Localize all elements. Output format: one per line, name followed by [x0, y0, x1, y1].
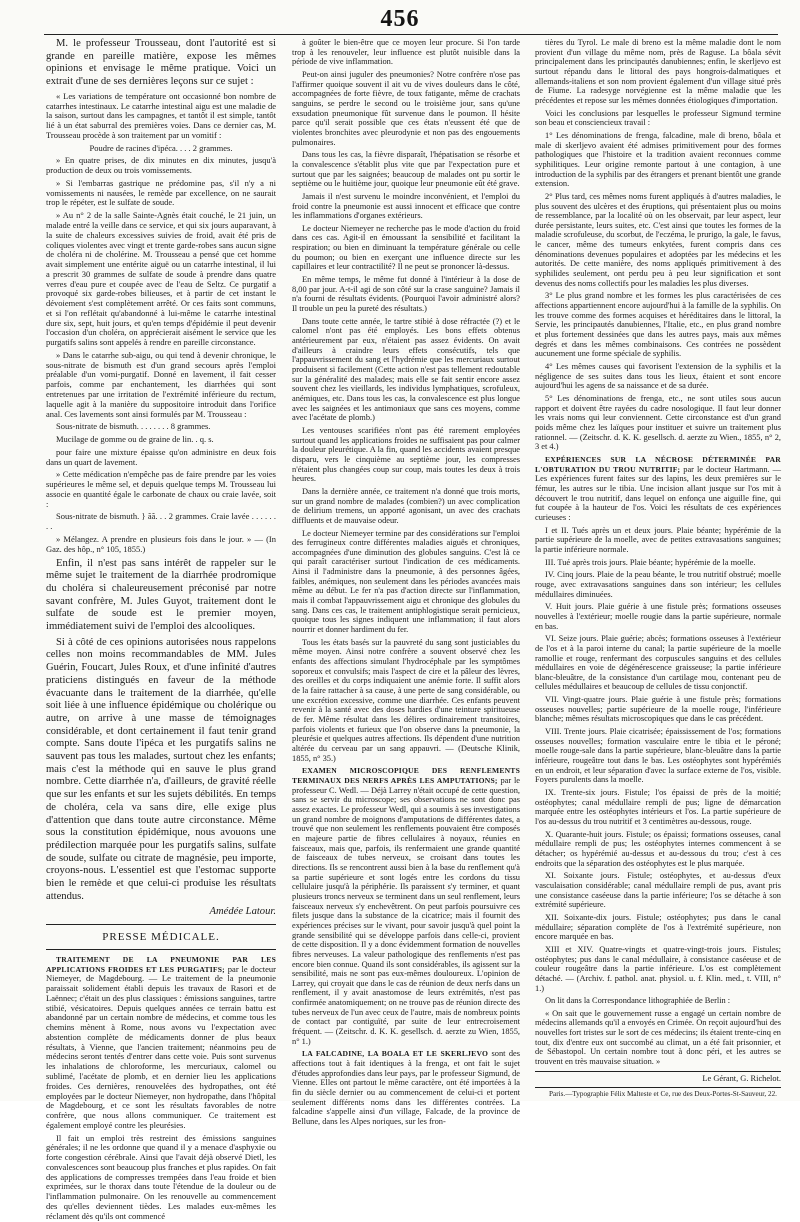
paragraph: » En quatre prises, de dix minutes en dix minutes, jusqu'à production de deux ou trois vomissements. — [46, 155, 276, 176]
paragraph: » Dans le catarrhe sub-aigu, ou qui tend à devenir chronique, le sous-nitrate de bismuth est d'un grand secours après l'emploi préalable d'un vomi-purgatif. Donné en lavement, il fait cesser parfois, comme par enchantement, les diarrhées qui sont entretenues par une irritation de l'extrémité inférieure du rectum, laquelle agit à la manière du suppositoire introduit dans l'orifice anal. Ces lavements sont ainsi formulés par M. Trousseau : — [46, 349, 276, 419]
page-number: 456 — [380, 6, 420, 32]
paragraph: Le docteur Niemeyer termine par des considérations sur l'emploi des ferrugineux contre différentes maladies aiguës et chroniques, accompagnées d'une diminution des globules sanguins. C'est là ce qui paraît caractériser surtout l'indication de ces médicaments. Ainsi il l'administre dans la pneumonie, à des personnes âgées, faibles, anémiques, non seulement dans les périodes avancées mais même au début. Le fer n'a pas d'action directe sur l'inflammation, mais il combat l'appauvrissement aigu et chronique des globules du sang. Dans ces cas, le traitement antiphlogistique serait pernicieux, quoique tous les signes indiquent une inflammation; il faut alors nourrir et donner hardiment du fer. — [292, 528, 520, 635]
paragraph: Le docteur Niemeyer ne recherche pas le mode d'action du froid dans ces cas. Agit-il en émoussant la sensibilité et facilitant la respiration; ou bien en diminuant la température générale ou celle du poumon; ou bien en exerçant une influence directe sur les capillaires et leur contractilité? Il ne peut se prononcer là-dessus. — [292, 223, 520, 272]
prescription: Sous-nitrate de bismuth. . . . . . . . 8 grammes. — [56, 421, 211, 432]
printer-imprint: Paris.—Typographie Félix Malteste et Ce, rue des Deux-Portes-St-Sauveur, 22. — [549, 1090, 777, 1099]
paragraph: X. Quarante-huit jours. Fistule; os épaissi; formations osseuses, canal médullaire rempli de pus; les ostéophytes internes commencent à se détacher; os hypérémié au-dessus et au-dessous du trou; c'est à ces endroits que la séparation des ostéophytes est le plus marquée. — [535, 829, 781, 868]
paragraph: » Cette médication n'empêche pas de faire prendre par les voies supérieures le même sel, et depuis quelque temps M. Trousseau lui associe en quantité égale le carbonate de chaux ou craie lavée, soit : — [46, 469, 276, 509]
paragraph: » Mélangez. A prendre en plusieurs fois dans le jour. » — (In Gaz. des hôp., n° 105, 1855.) — [46, 533, 276, 554]
paragraph: « On sait que le gouvernement russe a engagé un certain nombre de médecins allemands qu'il a envoyés en Crimée. On reçoit aujourd'hui des nouvelles fort tristes sur le sort de ces médecins; ils étaient trente-cinq en tout, dix d'entre eux ont succombé au climat, un a été fait prisonnier, et de Sébastopol. Un certain nombre tout à donc péri, et les autres se trouvent en très mauvaise situation. » — [535, 1008, 781, 1067]
divider — [46, 949, 276, 950]
paragraph: 1° Les dénominations de frenga, falcadine, male di breno, bôala et male di skerljevo avaient été admises primitivement pour des formes pathologiques que l'histoire et la tradition avaient reconnues comme syphilitiques. Leur origine remonte partout à une contagion, à une introduction de la syphilis par des étrangers et prenant bientôt une grande extension. — [535, 130, 781, 189]
paragraph: III. Tué après trois jours. Plaie béante; hypérémie de la moelle. — [545, 557, 756, 567]
article — [535, 455, 781, 523]
paragraph: Les ventouses scarifiées n'ont pas été rarement employées surtout quand les applications froides ne suffisaient pas pour calmer la douleur pleurétique. A la fin, quand les accidents avaient presque disparu, vers le cinquième au septième jour, les compresses n'étaient plus changées coup sur coup, mais toutes les deux à trois heures. — [292, 425, 520, 484]
paragraph: « Les variations de température ont occasionné bon nombre de catarrhes intestinaux. Le catarrhe intestinal aigu est une maladie de la saison, surtout dans les campagnes, et tantôt il est simple, tantôt lié à un état saburral des premières voies. Dans ce dernier cas, M. Trousseau procède à son traitement par un vomitif : — [46, 90, 276, 140]
paragraph: 4° Les mêmes causes qui favorisent l'extension de la syphilis et la négligence de ses suites dans tous les lieux, étaient et sont encore aujourd'hui les agens de sa naissance et de sa durée. — [535, 362, 781, 391]
author-signature: Amédée Latour. — [209, 906, 276, 918]
divider — [535, 1071, 781, 1072]
header-rule — [44, 34, 778, 35]
paragraph: 5° Les dénominations de frenga, etc., ne sont utiles sous aucun rapport et doivent être rayées du cadre nosologique. Il faut leur donner les vrais noms qui leur conviennent. Cette circonstance est d'un grand poids même chez les laïques pour instituer et suivre un traitement plus rationnel. — (Zeitschr. d. K. K. gesellsch. d. aerzte zu Wien., 1855, n° 2, 3 et 4.) — [535, 393, 781, 452]
prescription: Poudre de racines d'ipéca. . . . 2 grammes. — [89, 142, 233, 153]
paragraph: XII. Soixante-dix jours. Fistule; ostéophytes; pus dans le canal médullaire; séparation complète de l'os à l'extrémité supérieure, non encore marquée en bas. — [535, 912, 781, 942]
paragraph: Si à côté de ces opinions autorisées nous rappelons celles non moins recommandables de MM. Jules Guérin, Foucart, Jules Roux, et d'une infinité d'autres praticiens distingués en faveur de la méthode évacuante dans le traitement de la diarrhée, qu'elle soit liée à une influence épidémique ou cholérique ou autre, on arrive à une masse de témoignages considérable, et dont certainement il faut tenir grand compte. Sans doute l'ipéca et les purgatifs salins ne sauvent pas tous les malades, surtout chez les enfants; mais c'est la méthode qui en sauve le plus grand nombre. Cette diarrhée n'a, d'ailleurs, de gravité réelle que sur les enfants et sur les sujets débilités. En temps de choléra, cela va sans dire, elle exige plus d'attention que dans toute autre circonstance. Même sous la constitution épidémique, nous avouons une prédilection marquée pour les purgatifs salins, sulfate de soude, sulfate ou citrate de magnésie, peu importe, croyons-nous. L'essentiel est que l'estomac supporte bien le remède et que celui-ci produise les résultats attendus. — [46, 636, 276, 902]
paragraph: Tous les états basés sur la pauvreté du sang sont justiciables du même moyen. Ainsi notre confrère a souvent observé chez les enfants des affections simulant l'hydrocéphale par les symptômes soporeux et convulsifs; mais l'aspect de cire et la pâleur des lèvres, des oreilles et du corps indiquaient une anémie forte. Il suffit alors de la faire rattacher à sa cause, à une perte de sang considérable, ou une excrétion excessive, comme une diarrhée. Ces enfants peuvent revenir à la santé avec des doses hardies d'une teinture spiritueuse de fer. Même résultat dans les délires ordinairement transitoires, parfois violents et furieux que l'on observe dans la pneumonie, la pleurésie et quelques autres affections. Ils dépendent d'une nutrition altérée du cerveau par un sang appauvri. — (Deutsche Klinik, 1855, n° 35.) — [292, 637, 520, 763]
paragraph: Voici les conclusions par lesquelles le professeur Sigmund termine son beau et consciencieux travail : — [535, 108, 781, 128]
article — [292, 1049, 520, 1126]
paragraph: IV. Cinq jours. Plaie de la peau béante, le trou nutritif obstrué; moelle rouge, avec extravasations sanguines dans son intérieur; les cellules médullaires diminuées. — [535, 570, 781, 599]
paragraph: VII. Vingt-quatre jours. Plaie guérie à une fistule près; formations osseuses nouvelles; partie supérieure de la moelle rouge, l'inférieure blanche; mêmes résultats microscopiques que dans le cas précédent. — [535, 695, 781, 724]
prescription: Sous-nitrate de bismuth. } ãã. . . 2 grammes. Craie lavée . . . . . . . . — [46, 511, 276, 532]
column-2 — [292, 38, 521, 1127]
paragraph: M. le professeur Trousseau, dont l'autorité est si grande en pareille matière, expose les mêmes opinions et envisage le même pratique. Voici un extrait d'une de ses dernières leçons sur ce sujet : — [46, 38, 276, 88]
paragraph: Peut-on ainsi juguler des pneumonies? Notre confrère n'ose pas l'affirmer quoique souvent il ait vu de vives douleurs dans le côté, accompagnées de forte fièvre, de toux fatigante, même de crachats sanguins, se perdre le second ou le troisième jour, sans qu'une exsudation pneumonique fût survenue dans le poumon. Il hésite parce qu'il serait possible que ces états n'eussent été que de violentes bronchites avec pleurodynie et non pas des engouements pulmonaires. — [292, 69, 520, 147]
paragraph: pour faire une mixture épaisse qu'on administre en deux fois dans un quart de lavement. — [46, 446, 276, 467]
paragraph: à goûter le bien-être que ce moyen leur procure. Si l'on tarde trop à les renouveler, leur influence est plutôt nuisible dans la période de vive inflammation. — [292, 38, 520, 67]
paragraph: 3° Le plus grand nombre et les formes les plus caractérisées de ces affections appartiennent encore aujourd'hui à la famille de la syphilis. On les trouve comme des formes acquises et héréditaires dans le littoral, la Servie, les principautés danubiennes, l'Italie, etc., en plus grand nombre et plus fortement dessinées que dans les autres pays, mais aux mêmes degrés et dans les mêmes combinaisons. Ces contrées ne possèdent aucunement une forme spéciale de syphilis. — [535, 291, 781, 359]
article-body: par le docteur Niemeyer, de Magdebourg. — Le traitement de la pneumonie paraissait solidement établi depuis les travaux de Rasori et de Laënnec; c'était un des plus classiques : émissions sanguines, tartre stibié, vésicatoires. Depuis quelques années ce terrain battu est abandonné par un certain nombre de médecins, et comme tous les chemins mènent à Rome, nous avons vu l'expectation avec abstention complète de médicaments donner de plus beaux résultats, à Vienne, que l'ancien traitement; néanmoins peu de médecins seront tentés d'entrer dans cette voie. Puis sont survenus les inhalations de chloroforme, les mercuriaux, calomel ou sublimé, l'acétate de plomb, et en dernier lieu les applications froides. Ces dernières, renouvelées des hydropathes, ont été employées par le docteur Niemeyer, non hydropathe, dans l'hôpital de Magdebourg, et ce sont les résultats favorables de notre confrère, que nous allons communiquer. Ce traitement est également employé contre les pleurésies. — [46, 963, 276, 1130]
paragraph: Jamais il n'est survenu le moindre inconvénient, et l'emploi du froid contre la pneumonie est aussi innocent et efficace que contre les inflammations d'organes extérieurs. — [292, 191, 520, 221]
article-body: par le professeur C. Wedl. — Déjà Larrey n'était occupé de cette question, sans se servir du microscope; ses observations ne sont donc pas assez exactes. Le professeur Wedl, qui a soumis à ses investigations un grand nombre de moignons d'amputations de différentes dates, a trouvé que non seulement les renflements pouvaient être composés en majeure partie de fibres cellulaires à noyaux, réunies en faisceaux, mais que, parfois, ils renfermaient une grande quantité de faisceaux de tubes nerveux, se croisant dans toutes les directions. Ils se rencontrent aussi bien à la base du renflement qu'à sa partie supérieure et sont logés entre les cordons du tissu cellulaire jusqu'à la périphérie. Ils paraissent s'y terminer, et quant plusieurs troncs nerveux se terminent dans un seul renflement, leurs faisceaux nerveux s'y enchevêtrent. On peut parfois poursuivre ces filets jusque dans la substance de la cicatrice; mais il fournit des expériences précises sur le vivant, pour savoir jusqu'à quel point la grande sensibilité qui se développe parfois dans celle-ci, provient de cette disposition. Il y a donc évidemment formation de nouvelles fibres nerveuses. La valeur pathologique des renflements n'est pas encore bien connue. Quand ils sont considérables, ils agissent sur la sensibilité, mais ne sont pas eux-mêmes douloureux. L'opinion de Larrey, qui croyait que dans le cas de réunion de deux nerfs dans un renflement, il y avait anastomose de leurs extrémités, n'est pas confirmée anatomiquement; on ne trouve pas de réunion directe des tubes nerveux de l'un avec ceux de l'autre, mais de nombreux points de contact par contiguïté, par suite de leur entrecroisement fréquent. — (Zeitschr. d. K. K. gesellsch. d. aerzte zu Wien, 1855, n° 1.) — [292, 775, 521, 1046]
article-heading: LA FALCADINE, LA BOALA ET LE SKERLJEVO — [302, 1049, 489, 1059]
paragraph: Dans tous les cas, la fièvre disparaît, l'hépatisation se résorbe et la convalescence s'établit plus vite que par l'expectation pure et surtout que par les saignées; beaucoup de malades ont pu sortir le septième ou le huitième jour, quoique leur pneumonie eût été grave. — [292, 150, 520, 189]
column-3 — [535, 38, 782, 1099]
column-1 — [46, 38, 276, 1221]
paragraph: Dans la dernière année, ce traitement n'a donné que trois morts, sur un grand nombre de malades (combien?) un avec complication de delirium tremens, un apporté agonisant, un avec des crachats diffluents et de mauvaise odeur. — [292, 486, 520, 525]
paragraph: Il fait un emploi très restreint des émissions sanguines générales; il ne les ordonne que quand il y a menace d'asphyxie ou forte congestion cérébrale. Ainsi que l'avait déjà observé Dietl, les convalescences sont beaucoup plus franches et plus rapides. On fait des applications de compresses trempées dans l'eau froide et bien exprimées, sur le thorax dans toute l'étendue de la douleur ou de l'inflammation pulmonaire. On les renouvelle au commencement des qu'elles deviennent tièdes. Les malades eux-mêmes les réclament dès qu'ils ont commencé — [46, 1132, 276, 1221]
divider — [535, 1087, 781, 1088]
paragraph: » Si l'embarras gastrique ne prédomine pas, s'il n'y a ni vomissements ni nausées, le remède par excellence, on ne saurait trop le répéter, est le sulfate de soude. — [46, 177, 276, 208]
paragraph: VIII. Trente jours. Plaie cicatrisée; épaississement de l'os; formations osseuses nouvelles; formation vasculaire entre le tibia et le péroné; moelle rouge-sale dans la partie supérieure, blanc-bleuâtre dans la partie inférieure, rougeâtre tout dans le bas. Les ostéophytes sont hypérémiés en un endroit, et leur séparation d'avec la surface externe de l'os, visible. Foyers purulents dans la moelle. — [535, 727, 781, 785]
paragraph: Dans toute cette année, le tartre stibié à dose réfractée (?) et le calomel n'ont pas été employés. Les bons effets obtenus antérieurement par eux, n'étaient pas assez évidents. On avait d'ailleurs à craindre leurs effets consécutifs, tels que l'appauvrissement du sang et l'hydrémie que les mercuriaux surtout produisent si facilement (Cette action n'est pas tellement redoutable sur la généralité des malades; mais elle se fait sentir encore assez souvent chez les vieillards, les individus lymphatiques, scrofuleux, anémiques, etc. Dans tous les cas, la convalescence est plus longue avec les saignées et les antimoniaux que sans ces moyens, comme avec l'acétate de plomb.) — [292, 316, 520, 423]
paragraph: En même temps, le même fut donné à l'intérieur à la dose de 8,00 par jour. A-t-il agi de son côté sur la crase sanguine? Jamais il n'a fourni de résultats évidents. (Pourquoi l'avoir administré alors? Il trouble un peu la pureté des résultats.) — [292, 275, 520, 314]
paragraph: VI. Seize jours. Plaie guérie; abcès; formations osseuses à l'extérieur de l'os et à la paroi interne du canal; la partie supérieure de la moelle ramollie et rouge, renfermant des corpuscules sanguins et des cellules médullaires en voie de dégénérescence graisseuse; la partie inférieure blanc-bleuâtre, de la consistance d'un cartilage mou, contenant peu de cellules médullaires et beaucoup de cellules de tissu conjonctif. — [535, 634, 781, 692]
paragraph: I et II. Tués après un et deux jours. Plaie béante; hypérémie de la partie supérieure de la moelle, avec de petites extravasations sanguines; la partie inférieure normale. — [535, 525, 781, 554]
article-heading: EXAMEN MICROSCOPIQUE DES RENFLEMENTS TERMINAUX DES NERFS APRÈS LES AMPUTATIONS; — [292, 766, 520, 785]
paragraph: V. Huit jours. Plaie guérie à une fistule près; formations osseuses nouvelles à l'extérieur; moelle rougie dans la partie supérieure, normale en bas. — [535, 602, 781, 631]
article-body: sont des affections tout à fait identiques à la frenga, et ont fait le sujet d'études approfondies dans leur pays, par le professeur Sigmund, de Vienne. Elles ont partout le même caractère, ont été importées à la fin du siècle dernier ou au commencement de celui-ci et portent seulement différents noms dans les différentes contrées. La falcadine s'appelle ainsi d'un village, Falcade, de la province de Bellune, dans les Alpes noriques, sur les fron- — [292, 1049, 521, 1127]
prescription: Mucilage de gomme ou de graine de lin. . q. s. — [56, 434, 214, 445]
paragraph: 2° Plus tard, ces mêmes noms furent appliqués à d'autres maladies, le plus souvent des ulcères et des éruptions, qui présentaient plus ou moins de ressemblance, par la localité où on les observait, par leur aspect, leur durée persistante, leurs suites, etc. C'est ainsi que toutes les formes de la maladie scrofuleuse, du scorbut, de l'eczéma, le prurigo, la gale, le favus, le cancer, même des tumeurs enkytées, furent compris dans ces dénominations devenues populaires et adoptées par les médecins et les autorités. De cette manière, des noms appliqués primitivement à des syphilides seulement, ont perdu peu à peu leur signification et sont devenus des noms collectifs pour les maladies les plus diverses. — [535, 191, 781, 288]
publisher-manager: Le Gérant, G. Richelot. — [702, 1073, 781, 1083]
article — [292, 766, 520, 1046]
section-title: PRESSE MÉDICALE. — [102, 931, 220, 944]
paragraph: IX. Trente-six jours. Fistule; l'os épaissi de près de la moitié; ostéophytes; canal médullaire rempli de pus; ligne de démarcation marquée entre les ostéophytes intérieurs et l'os. La partie supérieure de l'os au-dessus du trou nutritif et 3 centimètres au-dessous, rouge. — [535, 788, 781, 826]
article-heading: TRAITEMENT DE LA PNEUMONIE PAR LES APPLICATIONS FROIDES ET LES PURGATIFS; — [46, 954, 276, 974]
article-body: par le docteur Hartmann. — Les expériences furent faites sur des lapins, les deux premières sur le fémur, les autres sur le tibia. Une incision allant jusque sur l'os mit à découvert le trou nutritif, dans lequel on enfonça une aiguille fine, qui fut coupée à la hauteur de l'os. Voici les résultats de ces expériences curieuses : — [535, 464, 782, 522]
paragraph: On lit dans la Correspondance lithographiée de Berlin : — [545, 996, 731, 1006]
paragraph: XI. Soixante jours. Fistule; ostéophytes, et au-dessus d'eux vasculaisation considérable; canal médullaire rempli de pus, avant pris une consistance caséeuse dans la partie inférieure; l'os se détache à son extrémité supérieure. — [535, 871, 781, 910]
paragraph: XIII et XIV. Quatre-vingts et quatre-vingt-trois jours. Fistules; ostéophytes; pus dans le canal médullaire, à consistance caséeuse et de couleur rougeâtre dans la partie inférieure. L'os est complètement détaché. — (Archiv. f. pathol. anat. physiol. u. f. Klin. med., t. VIII, n° 1.) — [535, 944, 781, 993]
divider — [46, 924, 276, 925]
paragraph: » Au n° 2 de la salle Sainte-Agnès était couché, le 21 juin, un malade entré la veille dans ce service, et qui six jours auparavant, à la suite de chaleurs excessives suivies de froid, avait été pris de coliques violentes avec vingt et trente garde-robes sans aucun signe de choléra ni de cholérine. M. Trousseau a pensé que cet homme avait simplement une entérite aiguë ou un catarrhe intestinal, il lui a prescrit 30 grammes de sulfate de soude à prendre dans quatre verres d'eau pure et coupée avec de l'eau de Seltz. Ce purgatif a provoqué six garde-robes bilieuses, et à partir de cet instant le dévoiement s'est complètement arrêté. Or ces faits sont communs, et si l'on reflétait qu'abandonné à lui-même le catarrhe intestinal dure six, sept, huit jours, et qu'en temps d'épidémie il peut devenir l'occasion d'un choléra, on apprécierait aisément le service que les purgatifs salins sont appelés à rendre en pareille circonstance. — [46, 210, 276, 348]
article-heading: EXPÉRIENCES SUR LA NÉCROSE DÉTERMINÉE PAR L'OBTURATION DU TROU NUTRITIF; — [535, 454, 781, 474]
paragraph: tières du Tyrol. Le male di breno est la même maladie dont le nom provient d'un village du même nom, près de Raguse. La bôala sévit principalement dans les principautés danubiennes; enfin, le skerljevo est surtout répandu dans le littoral des pays hongrois-dalmatiques et allemands-italiens et son nom provient également d'un village situé près de Fiume. La radesyge norvégienne est la même maladie que les précédentes et repose sur les mêmes données étiologiques d'importation. — [535, 38, 781, 105]
article — [46, 955, 276, 1131]
paragraph: Enfin, il n'est pas sans intérêt de rappeler sur le même sujet le traitement de la diarrhée prodromique du choléra si chaleureusement préconisé par notre savant confrère, M. Jules Guyot, traitement dont le sulfate de soude est le premier moyen, immédiatement suivi de l'emploi des alcooliques. — [46, 557, 276, 633]
